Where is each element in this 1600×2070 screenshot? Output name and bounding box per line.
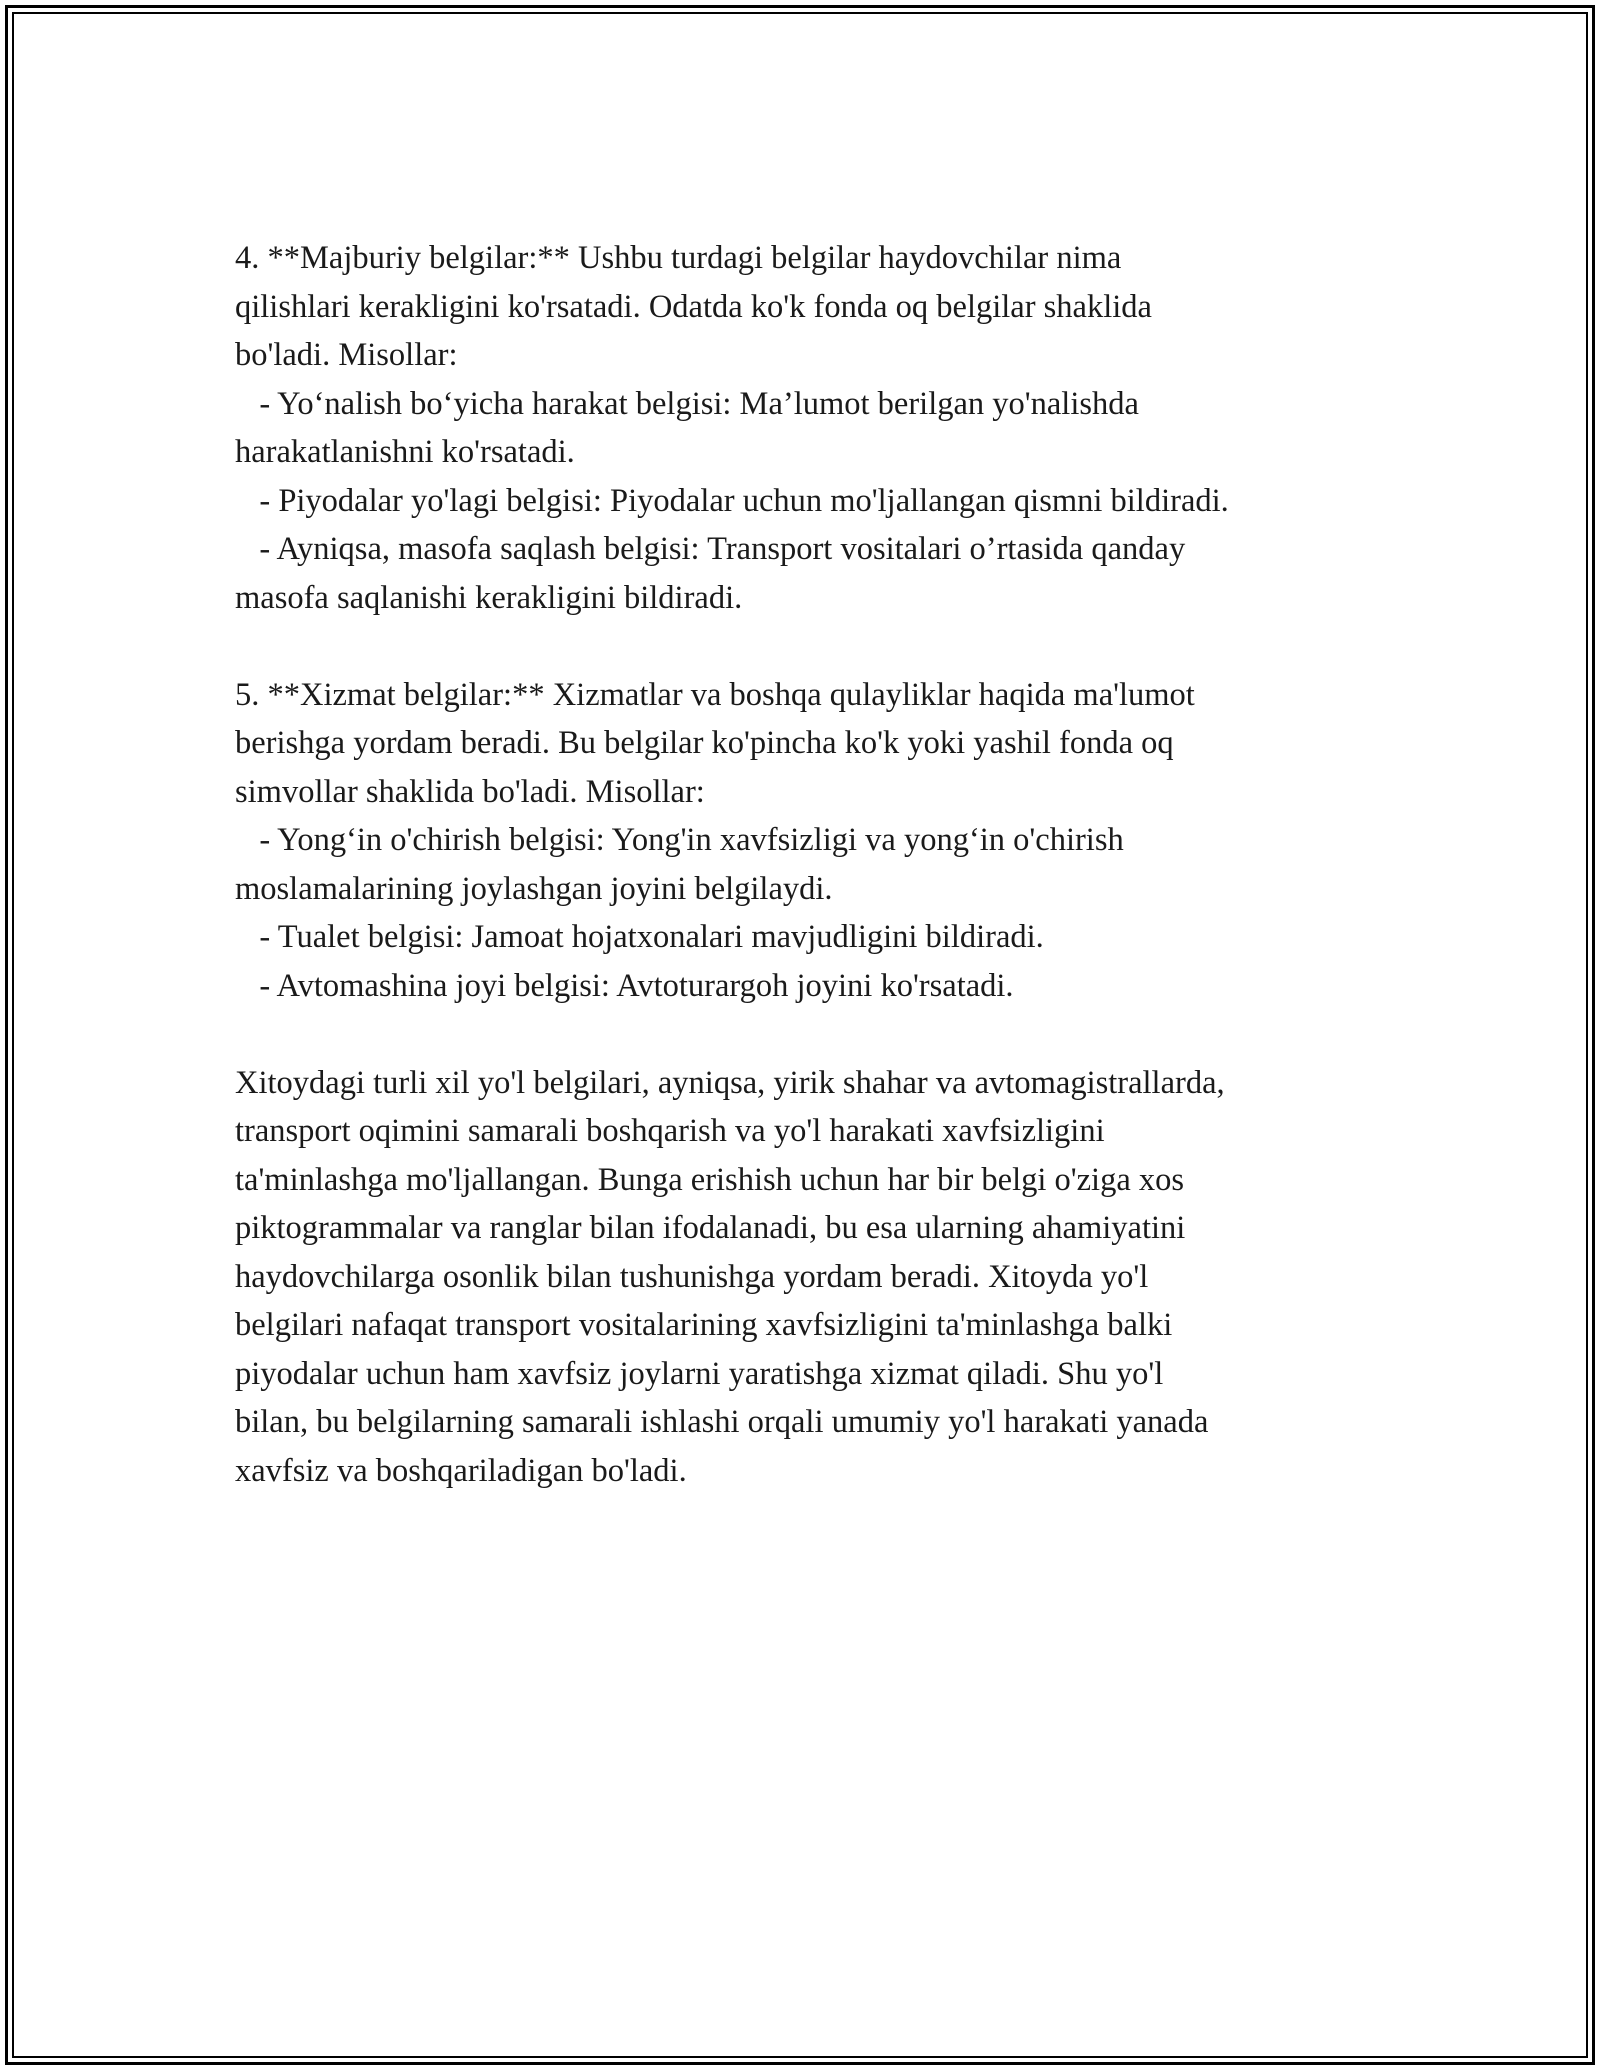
text-line: transport oqimini samarali boshqarish va yo'l harakati xavfsizligini [235, 1113, 1105, 1149]
text-line: belgilari nafaqat transport vositalarining xavfsizligini ta'minlashga balki [235, 1307, 1173, 1343]
document-body [235, 234, 1375, 1495]
list-item: - Yong‘in o'chirish belgisi: Yong'in xavfsizligi va yong‘in o'chirish [235, 822, 1124, 858]
section-mandatory-signs [235, 234, 1375, 622]
list-item: - Ayniqsa, masofa saqlash belgisi: Transport vositalari o’rtasida qanday [235, 531, 1186, 567]
list-item: - Avtomashina joyi belgisi: Avtoturargoh joyini ko'rsatadi. [235, 967, 1014, 1004]
list-item: - Piyodalar yo'lagi belgisi: Piyodalar uchun mo'ljallangan qismni bildiradi. [235, 482, 1229, 519]
text-line: 4. **Majburiy belgilar:** Ushbu turdagi belgilar haydovchilar nima [235, 240, 1122, 276]
text-line: berishga yordam beradi. Bu belgilar ko'pincha ko'k yoki yashil fonda oq [235, 725, 1174, 761]
text-line: bilan, bu belgilarning samarali ishlashi orqali umumiy yo'l harakati yanada [235, 1404, 1209, 1440]
text-line: xavfsiz va boshqariladigan bo'ladi. [235, 1452, 687, 1489]
list-item: - Yo‘nalish bo‘yicha harakat belgisi: Ma’lumot berilgan yo'nalishda [235, 385, 1139, 422]
text-line: piyodalar uchun ham xavfsiz joylarni yaratishga xizmat qiladi. Shu yo'l [235, 1355, 1164, 1392]
text-line: haydovchilarga osonlik bilan tushunishga yordam beradi. Xitoyda yo'l [235, 1258, 1149, 1295]
text-line: harakatlanishni ko'rsatadi. [235, 434, 575, 470]
text-line: masofa saqlanishi kerakligini bildiradi. [235, 579, 743, 616]
text-line: Xitoydagi turli xil yo'l belgilari, ayniqsa, yirik shahar va avtomagistrallarda, [235, 1064, 1225, 1101]
text-line: qilishlari kerakligini ko'rsatadi. Odatda ko'k fonda oq belgilar shaklida [235, 288, 1152, 325]
paragraph-spacer [235, 1010, 1375, 1059]
section-service-signs [235, 671, 1375, 1011]
conclusion-paragraph [235, 1059, 1375, 1496]
text-line: moslamalarining joylashgan joyini belgilaydi. [235, 870, 833, 907]
text-line: simvollar shaklida bo'ladi. Misollar: [235, 773, 705, 810]
text-line: ta'minlashga mo'ljallangan. Bunga erishish uchun har bir belgi o'ziga xos [235, 1161, 1185, 1198]
text-line: piktogrammalar va ranglar bilan ifodalanadi, bu esa ularning ahamiyatini [235, 1210, 1186, 1246]
paragraph-spacer [235, 622, 1375, 671]
list-item: - Tualet belgisi: Jamoat hojatxonalari mavjudligini bildiradi. [235, 919, 1044, 955]
text-line: bo'ladi. Misollar: [235, 337, 458, 373]
text-line: 5. **Xizmat belgilar:** Xizmatlar va boshqa qulayliklar haqida ma'lumot [235, 676, 1195, 713]
